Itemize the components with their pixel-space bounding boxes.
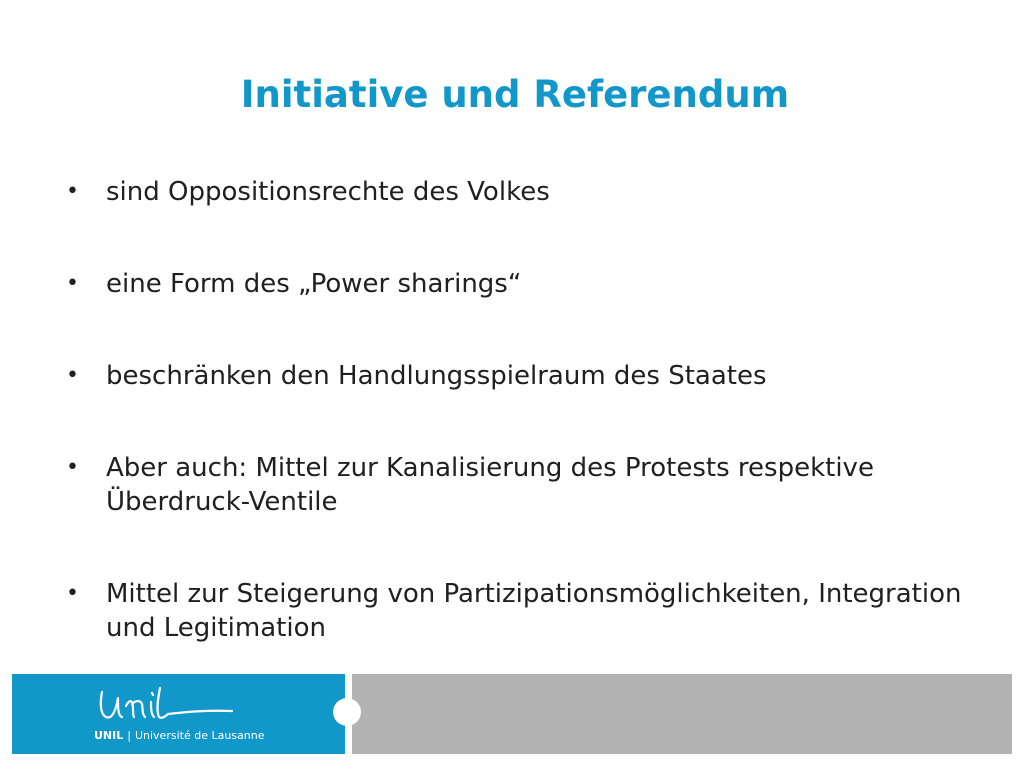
bullet-text: eine Form des „Power sharings“ <box>106 269 522 299</box>
bullet-text: Aber auch: Mittel zur Kanalisierung des Protests respektive Überdruck-Ventile <box>106 453 874 517</box>
bullet-marker: • <box>66 363 79 388</box>
university-name: Université de Lausanne <box>134 729 265 742</box>
bullet-item <box>66 175 986 209</box>
bullet-marker: • <box>66 455 79 480</box>
university-wordmark <box>94 729 264 743</box>
university-abbrev: UNIL <box>94 729 124 742</box>
bullet-item <box>66 267 986 301</box>
bullet-marker: • <box>66 271 79 296</box>
bullet-text: sind Oppositionsrechte des Volkes <box>106 177 550 207</box>
unil-logo-icon <box>96 684 236 728</box>
bullet-marker: • <box>66 581 79 606</box>
bullet-marker: • <box>66 179 79 204</box>
slide-title: Initiative und Referendum <box>240 73 790 116</box>
bullet-item <box>66 451 986 519</box>
footer-circle-decoration <box>333 698 361 726</box>
bullet-item <box>66 577 986 645</box>
bullet-text: Mittel zur Steigerung von Partizipationsmöglichkeiten, Integration und Legitimation <box>106 579 962 643</box>
footer-gray-band <box>352 674 1012 754</box>
wordmark-separator: | <box>127 729 131 742</box>
bullet-item <box>66 359 986 393</box>
bullet-text: beschränken den Handlungsspielraum des Staates <box>106 361 767 391</box>
